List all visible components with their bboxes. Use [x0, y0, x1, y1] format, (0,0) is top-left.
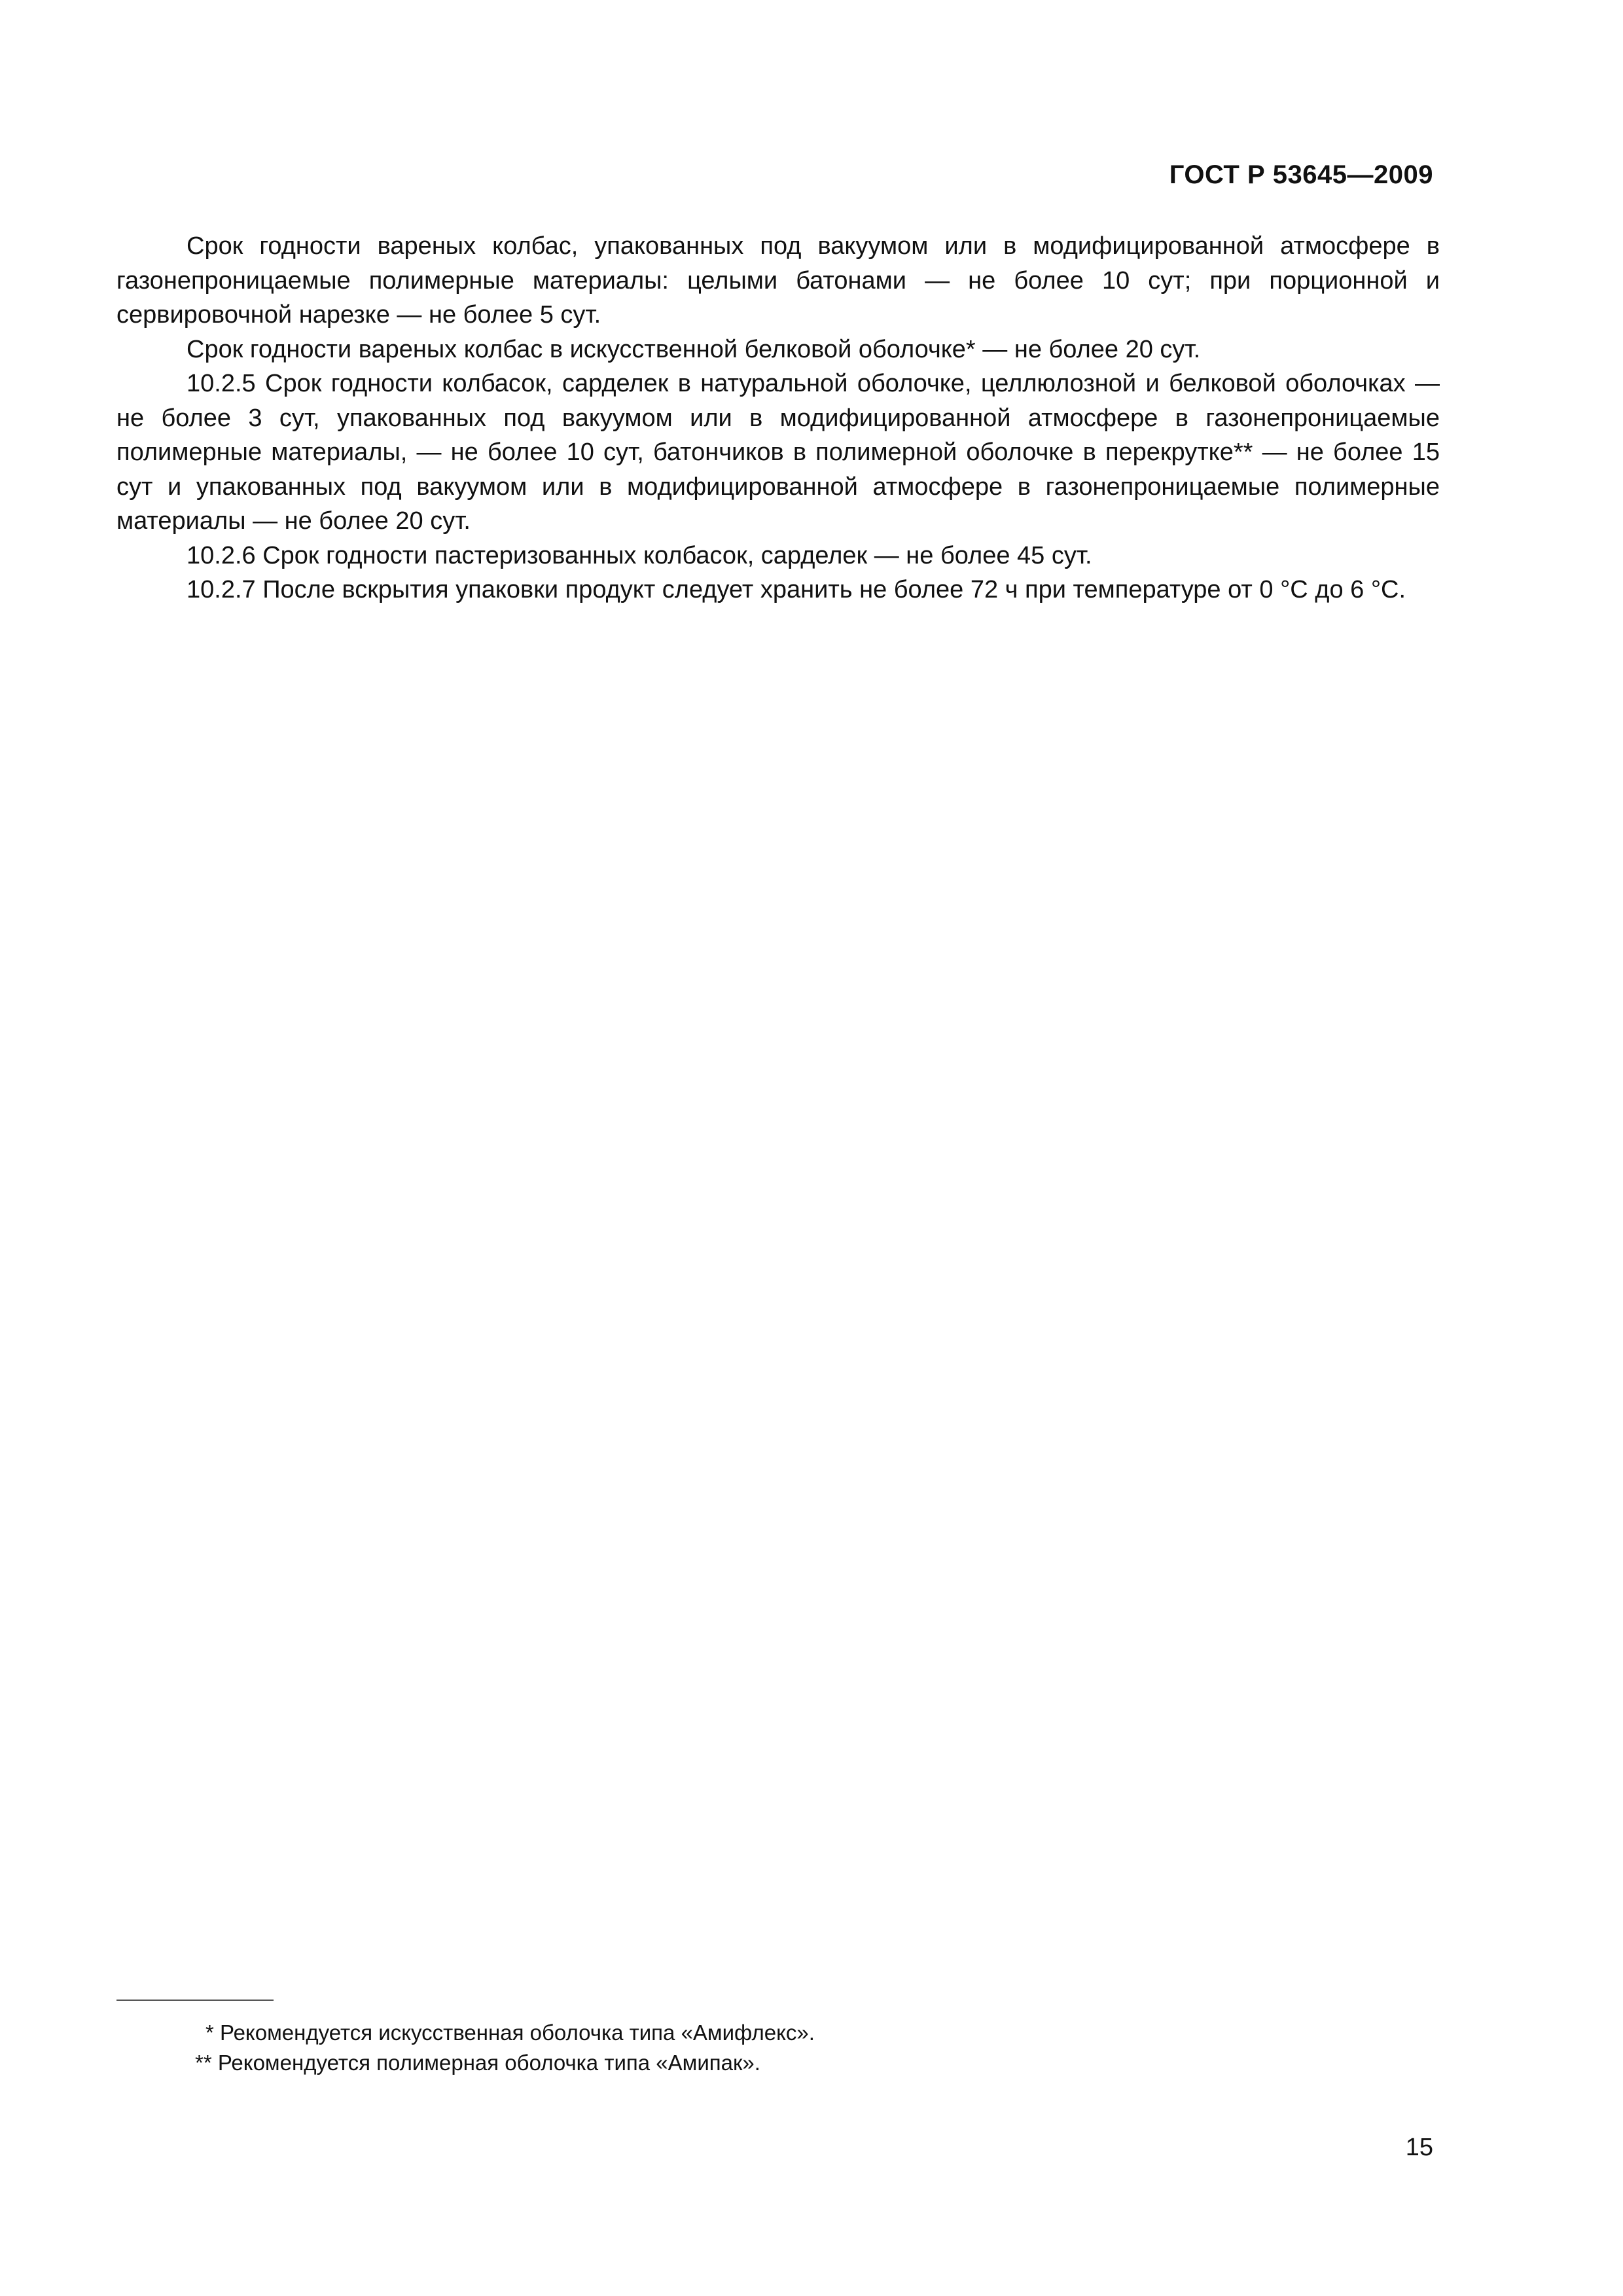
footnote-2: ** Рекомендуется полимерная оболочка типа «Амипак». [195, 2051, 760, 2075]
paragraph-boiled-sausage-protein-casing: Срок годности вареных колбас в искусственной белковой оболочке* — не более 20 сут. [187, 335, 1201, 363]
page-header-standard-id: ГОСТ Р 53645—2009 [1169, 160, 1433, 189]
footnote-1: * Рекомендуется искусственная оболочка типа «Амифлекс». [205, 2020, 815, 2045]
paragraph-10-2-6: 10.2.6 Срок годности пастеризованных колбасок, сарделек — не более 45 сут. [187, 541, 1092, 569]
footnote-divider [116, 2000, 274, 2001]
paragraph-10-2-7: 10.2.7 После вскрытия упаковки продукт следует хранить не более 72 ч при температуре от 0 °С до 6 °С. [187, 576, 1406, 603]
page-number: 15 [1405, 2134, 1433, 2161]
footnotes [116, 2018, 1440, 2078]
body-text [116, 229, 1440, 607]
paragraph-boiled-sausage-vacuum: Срок годности вареных колбас, упакованных под вакуумом или в модифицированной атмосфере в газонепроницаемые полимерные материалы: целыми батонами — не более 10 сут; при порционной и сервировочной нарезке — не более 5 сут. [116, 232, 1440, 329]
paragraph-10-2-5: 10.2.5 Срок годности колбасок, сарделек в натуральной оболочке, целлюлозной и белковой оболочках — не более 3 сут, упакованных под вакуумом или в модифицированной атмосфере в газонепроницаемые полимерные материалы, — не более 10 сут, батончиков в полимерной оболочке в перекрутке** — не более 15 сут и упакованных под вакуумом или в модифицированной атмосфере в газонепроницаемые полимерные материалы — не более 20 сут. [116, 370, 1440, 535]
